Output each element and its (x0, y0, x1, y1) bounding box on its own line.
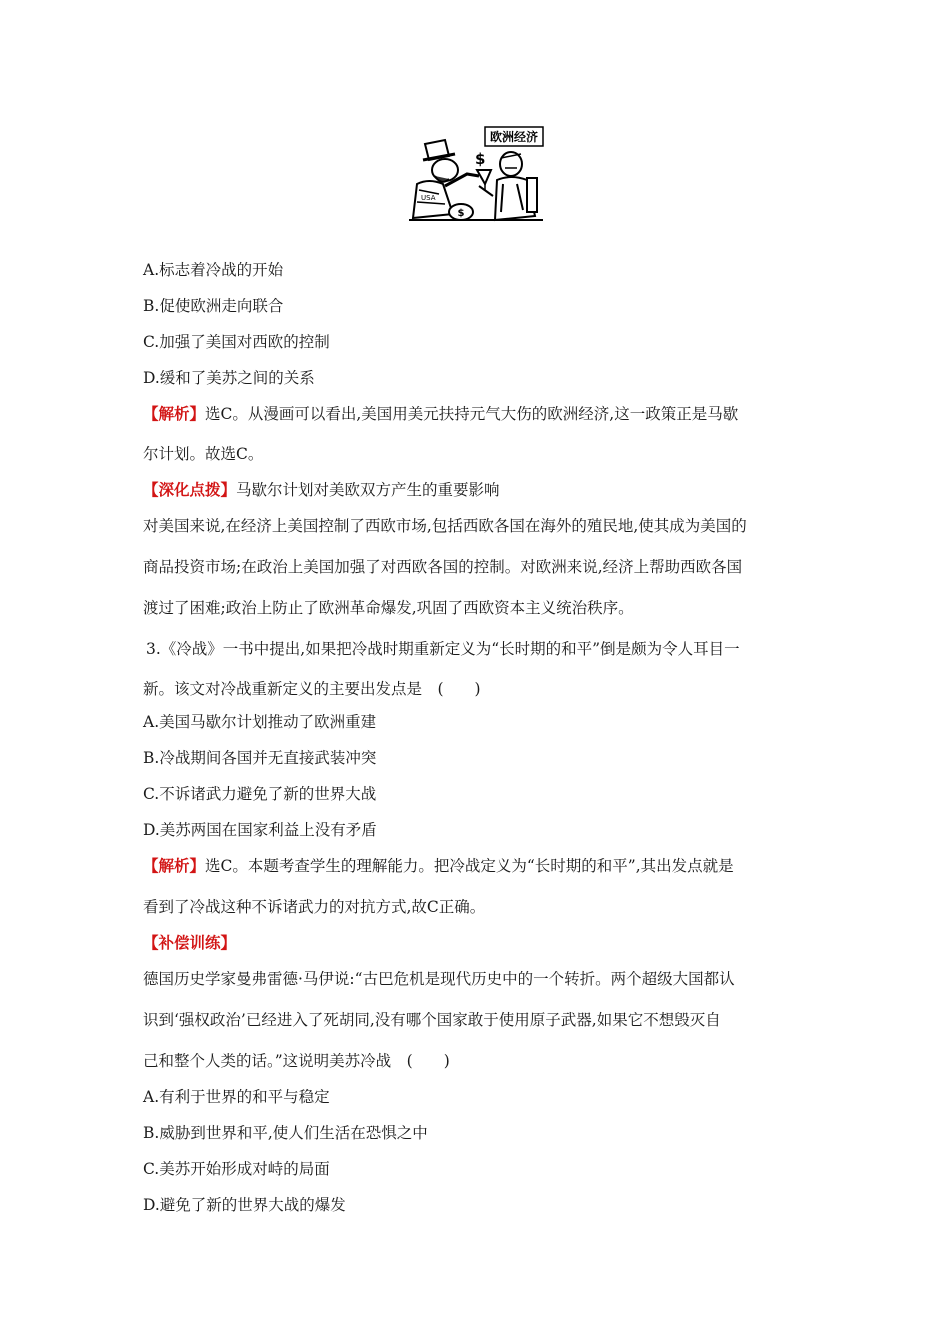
q2-analysis-line-2: 尔计划。故选C。 (143, 445, 264, 463)
supplement-stem-line-1: 德国历史学家曼弗雷德·马伊说:“古巴危机是现代历史中的一个转折。两个超级大国都认 (143, 970, 735, 988)
cartoon-caption: 欧洲经济 (489, 130, 539, 144)
deepen-line-1: 对美国来说,在经济上美国控制了西欧市场,包括西欧各国在海外的殖民地,使其成为美国的 (143, 517, 747, 535)
q2-analysis-tag: 【解析】 (143, 404, 206, 423)
deepen-heading (143, 480, 500, 500)
q2-option-c: C.加强了美国对西欧的控制 (143, 333, 330, 351)
q3-option-b: B.冷战期间各国并无直接武装冲突 (143, 749, 377, 767)
supplement-option-a: A.有利于世界的和平与稳定 (143, 1088, 330, 1106)
supplement-stem-line-2: 识到‘强权政治’已经进入了死胡同,没有哪个国家敢于使用原子武器,如果它不想毁灭自 (143, 1011, 721, 1029)
q3-analysis-line-1: 【解析】选C。本题考查学生的理解能力。把冷战定义为“长时期的和平”,其出发点就是 (143, 856, 734, 875)
supplement-option-d: D.避免了新的世界大战的爆发 (143, 1196, 346, 1214)
q2-option-d: D.缓和了美苏之间的关系 (143, 369, 315, 387)
marshall-plan-cartoon (405, 124, 547, 226)
deepen-line-2: 商品投资市场;在政治上美国加强了对西欧各国的控制。对欧洲来说,经济上帮助西欧各国 (143, 558, 743, 576)
q3-stem-line-2: 新。该文对冷战重新定义的主要出发点是 ( ) (143, 680, 481, 698)
q3-analysis-tag: 【解析】 (143, 856, 206, 875)
deepen-line-3: 渡过了困难;政治上防止了欧洲革命爆发,巩固了西欧资本主义统治秩序。 (143, 599, 634, 617)
usa-tag: USA (421, 194, 436, 202)
q2-option-b: B.促使欧洲走向联合 (143, 297, 284, 315)
q2-option-a: A.标志着冷战的开始 (143, 261, 284, 279)
q3-option-d: D.美苏两国在国家利益上没有矛盾 (143, 821, 377, 839)
q2-analysis-line-1: 【解析】选C。从漫画可以看出,美国用美元扶持元气大伤的欧洲经济,这一政策正是马歇 (143, 404, 739, 423)
q3-analysis-line-2: 看到了冷战这种不诉诸武力的对抗方式,故C正确。 (143, 898, 486, 916)
q3-stem-line-1: 3.《冷战》一书中提出,如果把冷战时期重新定义为“长时期的和平”倒是颇为令人耳目一 (146, 640, 740, 658)
supplement-tag: 【补偿训练】 (143, 933, 237, 952)
supplement-stem-line-3: 己和整个人类的话。”这说明美苏冷战 ( ) (143, 1052, 450, 1070)
supplement-option-b: B.威胁到世界和平,使人们生活在恐惧之中 (143, 1124, 428, 1142)
dollar-sign: $ (475, 150, 486, 168)
q3-option-a: A.美国马歇尔计划推动了欧洲重建 (143, 713, 377, 731)
deepen-title: 马歇尔计划对美欧双方产生的重要影响 (236, 481, 500, 499)
deepen-tag: 【深化点拨】 (143, 480, 237, 499)
q3-option-c: C.不诉诸武力避免了新的世界大战 (143, 785, 377, 803)
svg-text:$: $ (457, 208, 465, 219)
supplement-option-c: C.美苏开始形成对峙的局面 (143, 1160, 330, 1178)
